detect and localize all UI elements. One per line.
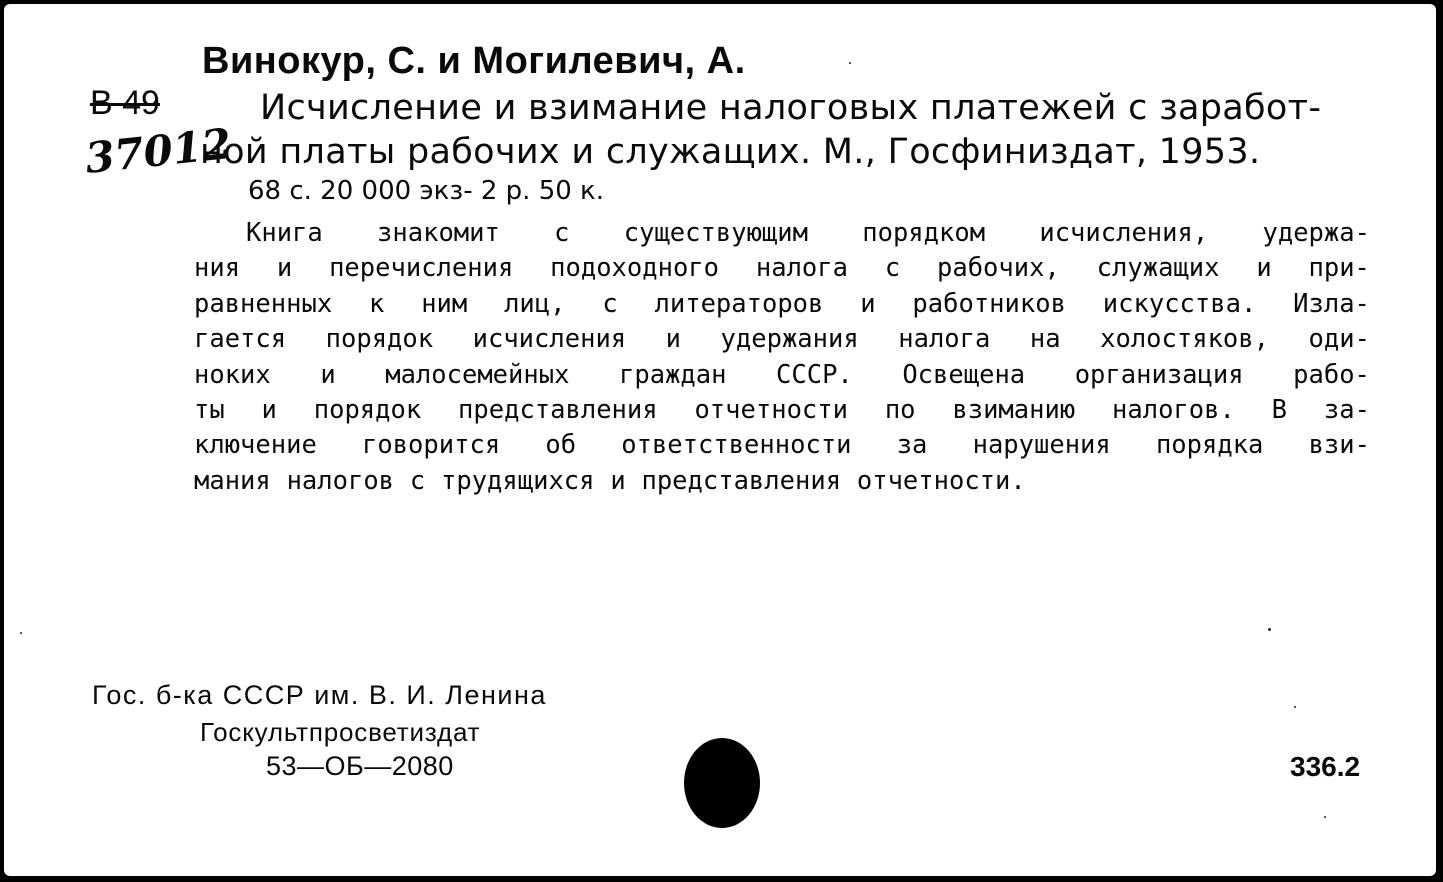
classification-number: 336.2: [1290, 751, 1361, 782]
handwritten-shelf-mark: 37012: [82, 118, 234, 183]
abstract-line: равненных к ним лиц, с литераторов и работников искусства. Изла-: [194, 288, 1370, 319]
title-line-2: ной платы рабочих и служащих. М., Госфиниздат, 1953.: [200, 132, 1261, 172]
punch-hole: [684, 738, 760, 828]
abstract-line: ты и порядок представления отчетности по взиманию налогов. В за-: [194, 395, 1370, 426]
publisher-name: Госкультпросветиздат: [200, 717, 481, 747]
ink-speck: [1324, 816, 1326, 818]
ink-speck: [1268, 628, 1271, 631]
title-line-1: Исчисление и взимание налоговых платежей с заработ-: [260, 88, 1322, 128]
ink-speck: [20, 632, 22, 634]
abstract-line: ноких и малосемейных граждан СССР. Освещена организация рабо-: [194, 359, 1370, 390]
ink-speck: [849, 62, 851, 64]
library-name: Гос. б-ка СССР им. В. И. Ленина: [92, 680, 547, 710]
card-code: 53—ОБ—2080: [266, 751, 454, 781]
author-heading: Винокур, С. и Могилевич, А.: [202, 40, 746, 82]
abstract: [194, 216, 1370, 499]
catalog-card: [4, 4, 1436, 876]
ink-speck: [1294, 706, 1296, 708]
abstract-line: мания налогов с трудящихся и представления отчетности.: [194, 465, 1026, 496]
imprint-line: 68 с. 20 000 экз- 2 р. 50 к.: [248, 176, 605, 206]
shelf-mark-crossed: В 49: [90, 84, 160, 122]
abstract-line: гается порядок исчисления и удержания налога на холостяков, оди-: [194, 324, 1370, 355]
abstract-line: ния и перечисления подоходного налога с рабочих, служащих и при-: [194, 253, 1370, 284]
abstract-line: Книга знакомит с существующим порядком исчисления, удержа-: [246, 218, 1370, 248]
abstract-line: ключение говорится об ответственности за нарушения порядка взи-: [194, 430, 1370, 461]
